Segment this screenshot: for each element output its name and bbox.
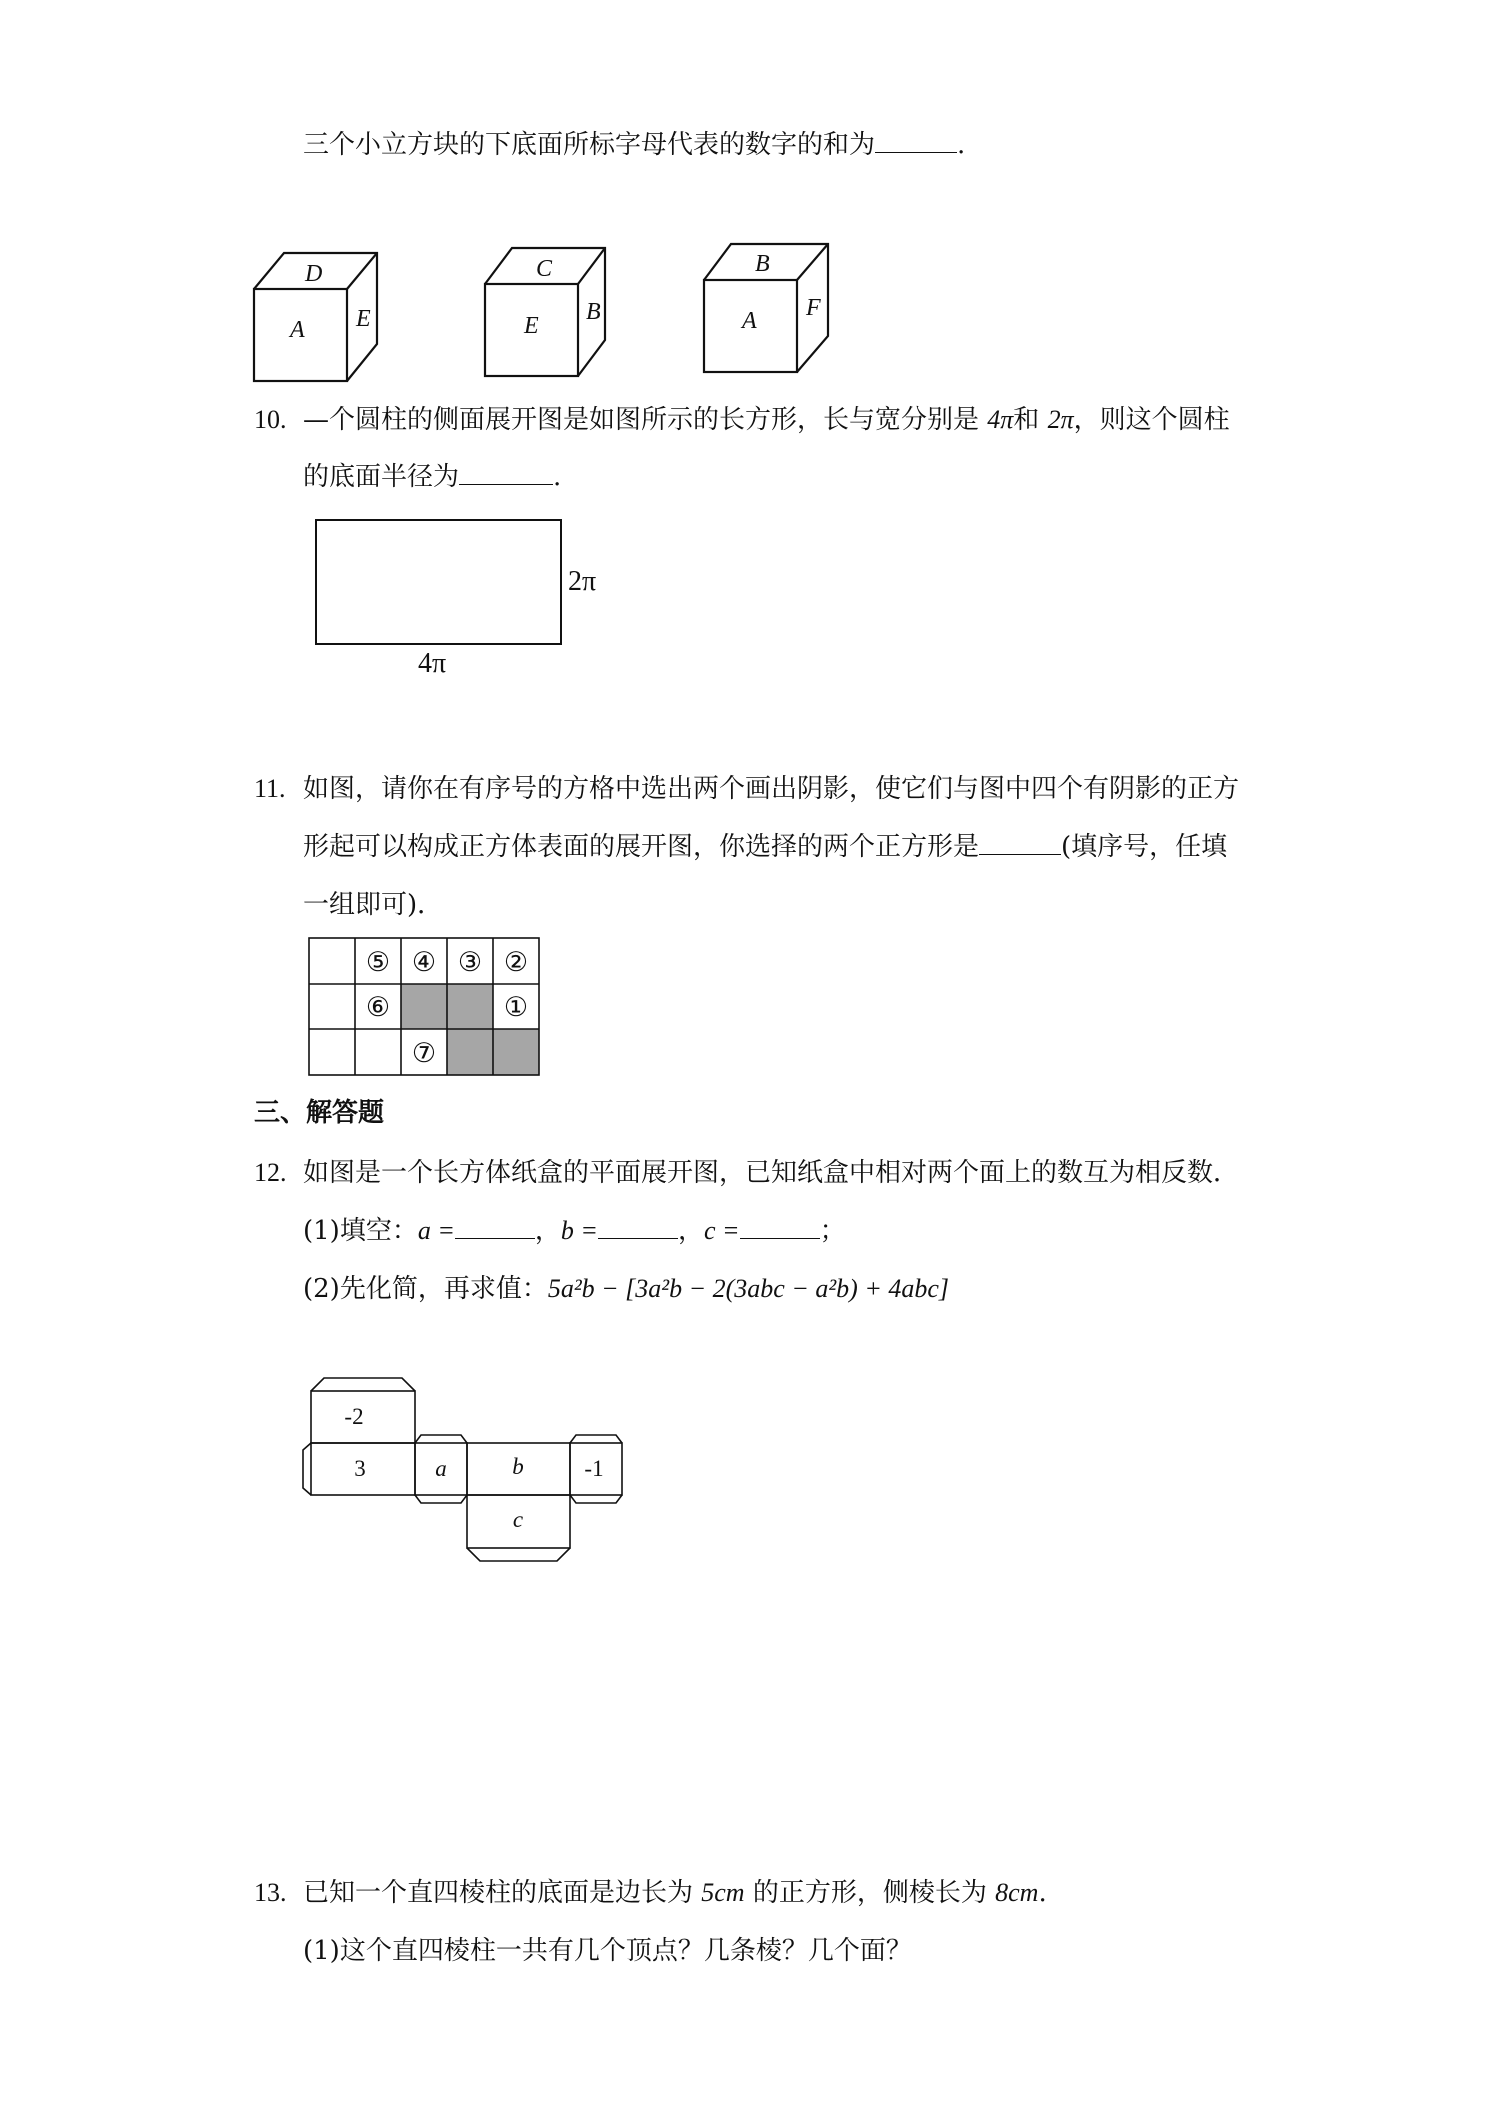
- grid-cell-5[interactable]: ⑤: [365, 947, 391, 977]
- q12-sep-1: ，: [534, 1216, 561, 1246]
- q13-line1: [303, 1876, 1047, 1910]
- q11-line3: 一组即可)．: [303, 890, 444, 920]
- net-left-label: 3: [354, 1456, 366, 1481]
- net-top-label: -2: [344, 1404, 364, 1429]
- q10-length-value: 4π: [987, 405, 1014, 434]
- section-heading: 三、解答题: [254, 1098, 385, 1128]
- grid-cell-1[interactable]: ①: [503, 992, 529, 1022]
- q11-line1: 如图，请你在有序号的方格中选出两个画出阴影，使它们与图中四个有阴影的正方: [303, 774, 1240, 804]
- cube2-side-label: B: [586, 299, 601, 325]
- net-neg1-label: -1: [584, 1456, 604, 1481]
- cube3-top-label: B: [755, 251, 770, 277]
- q13-text-b: 的正方形，侧棱长为: [744, 1878, 996, 1908]
- q11-text-a: 形起可以构成正方体表面的展开图，你选择的两个正方形是: [303, 832, 980, 862]
- q12-line1: 如图是一个长方体纸盒的平面展开图，已知纸盒中相对两个面上的数互为相反数．: [303, 1158, 1240, 1188]
- q13-text-a: 已知一个直四棱柱的底面是边长为: [303, 1878, 702, 1908]
- q10-text-c: ，则这个圆柱: [1073, 405, 1230, 435]
- cube1-top-label: D: [305, 261, 323, 287]
- cube3-front-label: A: [742, 308, 757, 334]
- q12-number: 12.: [254, 1158, 287, 1187]
- net-c-label: c: [512, 1507, 524, 1532]
- q12-part1-prefix: (1)填空：: [303, 1216, 418, 1246]
- q13-edge-value: 8cm: [995, 1878, 1039, 1907]
- q12-c-label: c =: [703, 1216, 740, 1245]
- q9-tail-text: 三个小立方块的下底面所标字母代表的数字的和为: [303, 130, 876, 160]
- q12-sep-2: ，: [677, 1216, 704, 1246]
- q13-text-c: .: [1038, 1878, 1047, 1908]
- cube1-side-label: E: [356, 306, 371, 332]
- q13-part1: (1)这个直四棱柱一共有几个顶点？几条棱？几个面？: [303, 1936, 912, 1966]
- grid-cell-4[interactable]: ④: [411, 947, 437, 977]
- q13-number: 13.: [254, 1878, 287, 1907]
- cube3-side-label: F: [806, 295, 821, 321]
- q10-right-label: 2π: [568, 566, 597, 597]
- q10-number: 10.: [254, 405, 287, 434]
- q12-part2-prefix: (2)先化简，再求值：: [303, 1274, 548, 1304]
- grid-cell-2[interactable]: ②: [503, 947, 529, 977]
- net-a-label: a: [435, 1456, 447, 1481]
- q10-bottom-label: 4π: [418, 648, 447, 679]
- q10-text-line2: 的底面半径为: [303, 462, 460, 492]
- cube1-front-label: A: [290, 317, 305, 343]
- net-b-label: b: [512, 1454, 524, 1479]
- q12-expression: 5a²b − [3a²b − 2(3abc − a²b) + 4abc]: [547, 1274, 950, 1303]
- q11-number: 11.: [254, 774, 286, 803]
- q10-text-a: —个圆柱的侧面展开图是如图所示的长方形，长与宽分别是: [303, 405, 988, 435]
- q13-side-value: 5cm: [701, 1878, 745, 1907]
- q10-text-b: 和: [1013, 405, 1048, 435]
- cube2-top-label: C: [536, 256, 553, 282]
- grid-cell-7[interactable]: ⑦: [411, 1038, 437, 1068]
- q9-end: .: [957, 130, 966, 160]
- q10-width-value: 2π: [1047, 405, 1074, 434]
- q10-end: .: [553, 462, 562, 492]
- q11-text-b: (填序号，任填: [1061, 832, 1228, 862]
- cube2-front-label: E: [524, 313, 539, 339]
- q12-semicolon: ；: [819, 1216, 846, 1246]
- q12-b-label: b =: [560, 1216, 598, 1245]
- q12-a-label: a =: [417, 1216, 455, 1245]
- grid-cell-3[interactable]: ③: [457, 947, 483, 977]
- grid-cell-6[interactable]: ⑥: [365, 992, 391, 1022]
